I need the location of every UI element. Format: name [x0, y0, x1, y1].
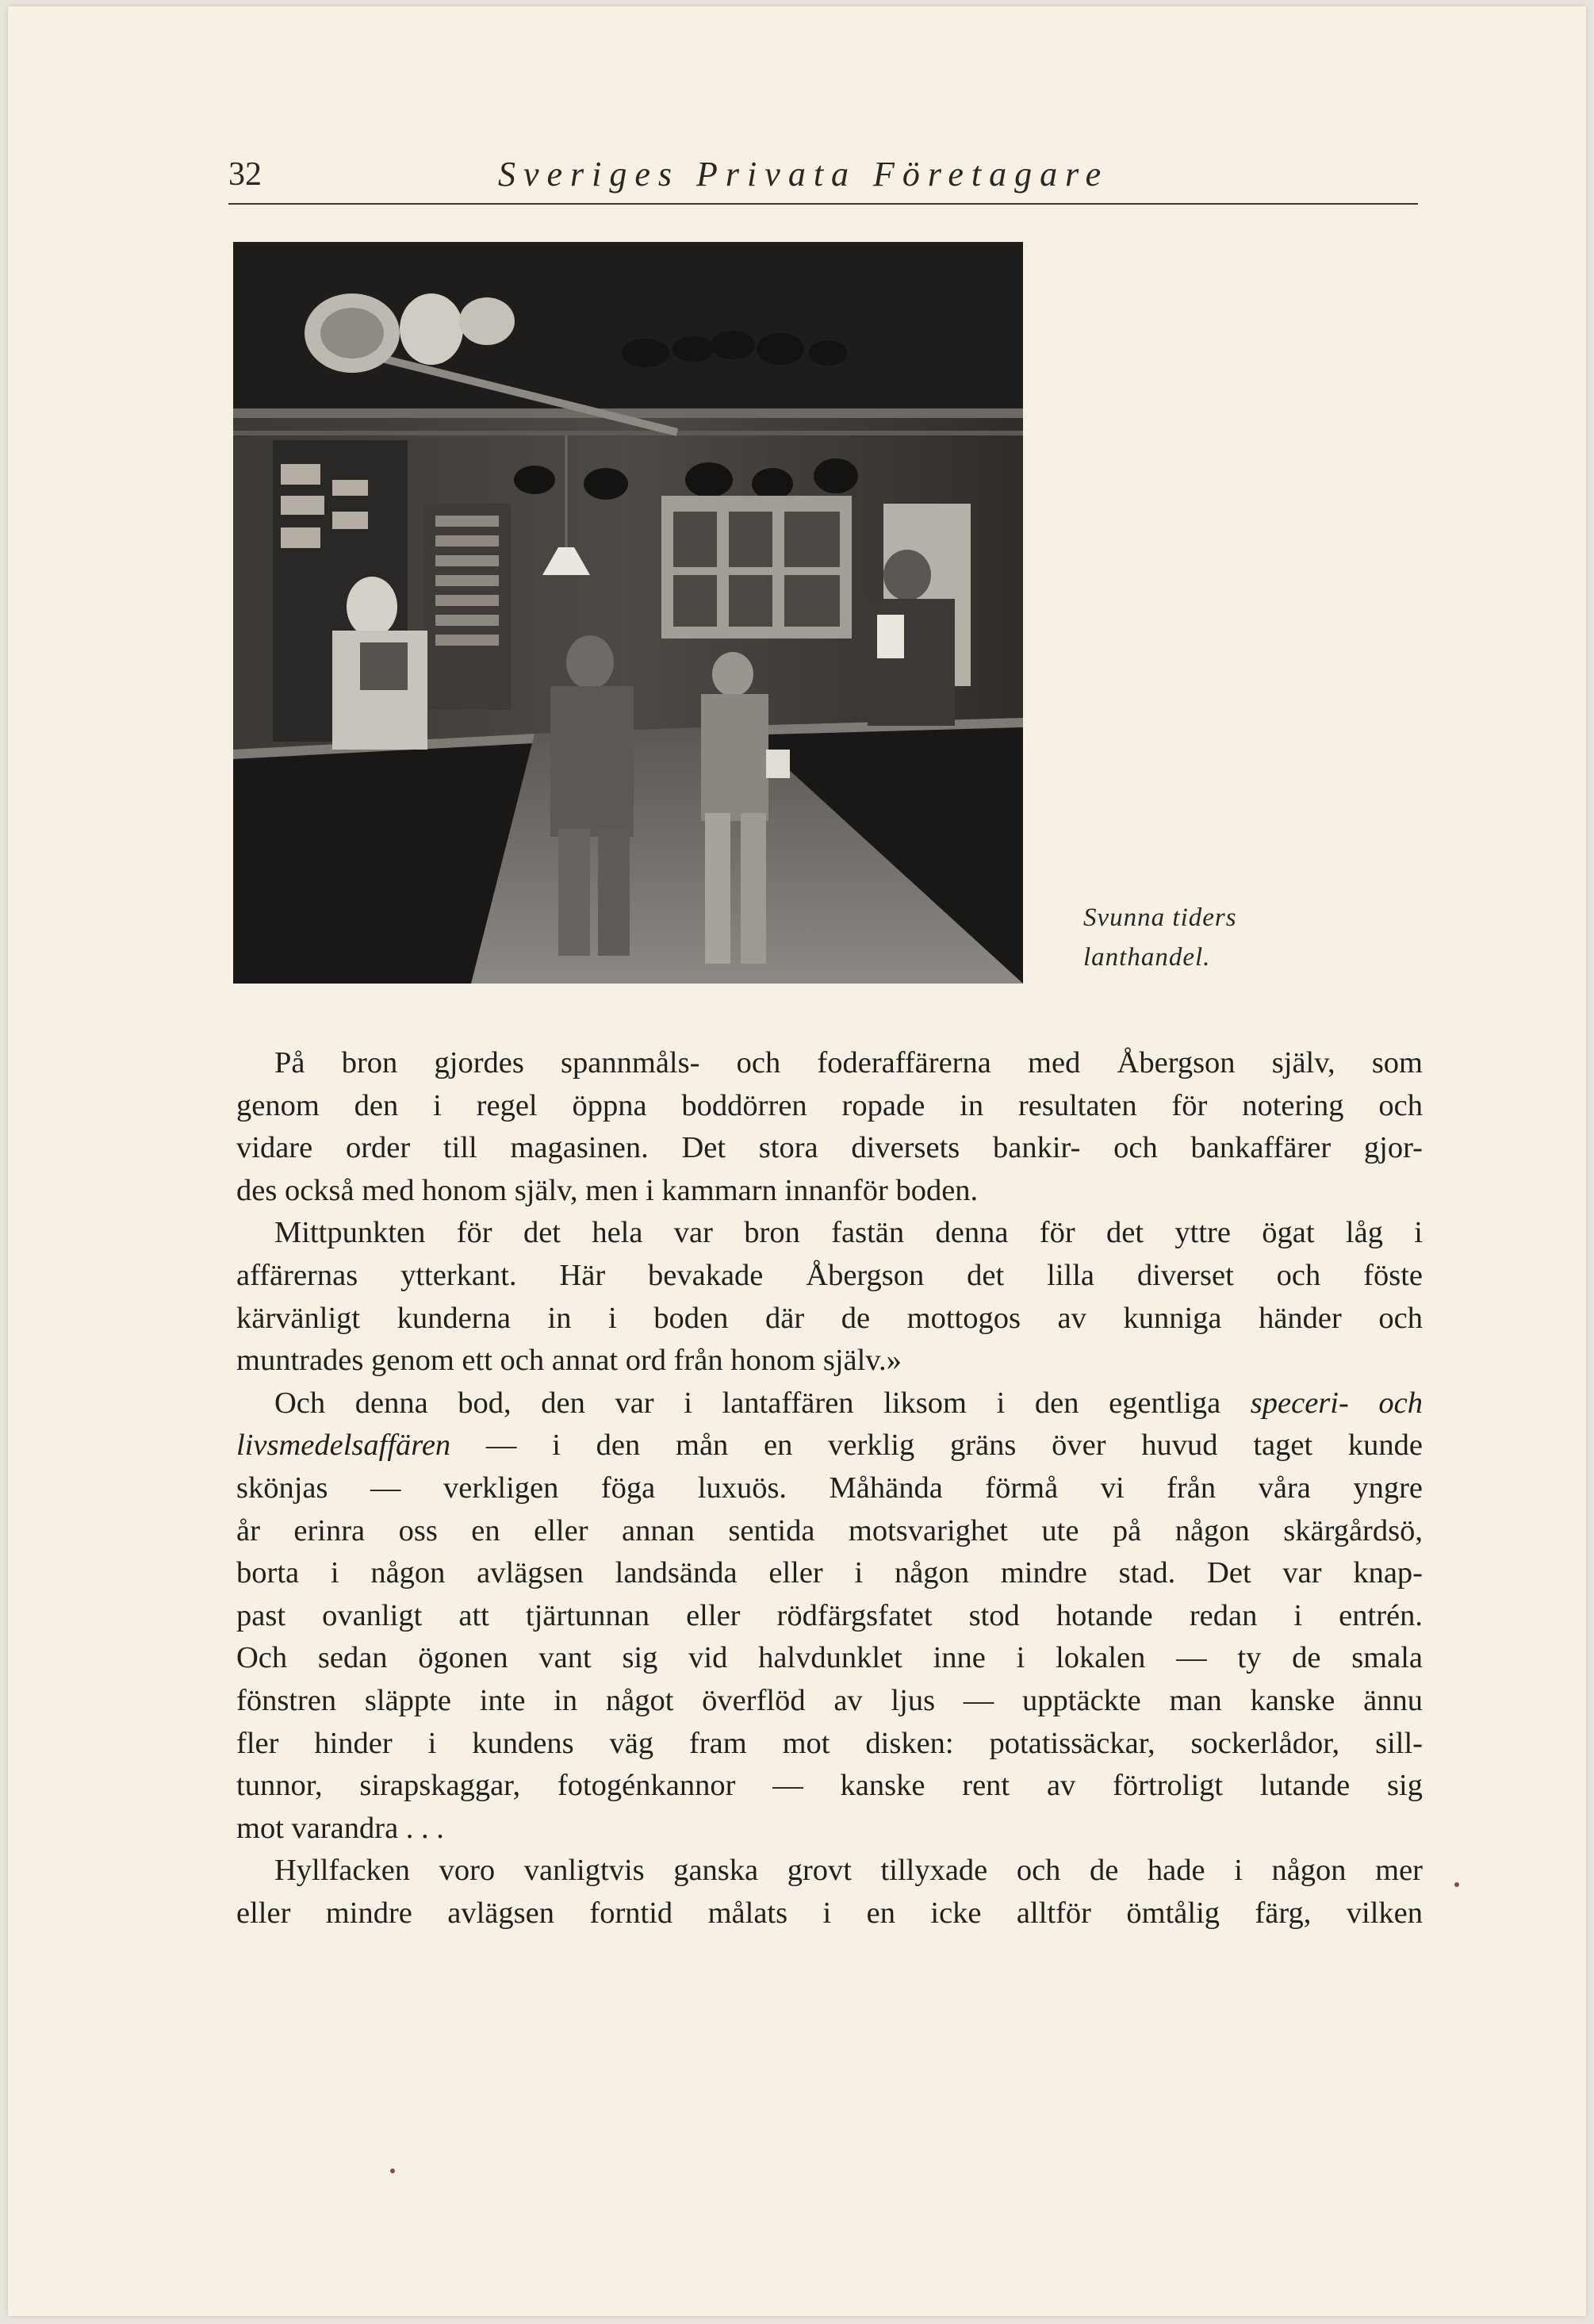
- text-line: tunnor, sirapskaggar, fotogénkannor — kanske rent av förtroligt lutande sig: [236, 1769, 1423, 1803]
- text-line-mixed: [236, 1383, 1423, 1425]
- figure-caption: [1083, 898, 1237, 977]
- text-line: genom den i regel öppna boddörren ropade in resultaten för notering och: [236, 1088, 1423, 1122]
- running-header: [228, 155, 1418, 205]
- text-run: Och denna bod, den var i lantaffären liksom i den egentliga: [274, 1386, 1251, 1420]
- text-line: affärernas ytterkant. Här bevakade Åbergson det lilla diverset och föste: [236, 1258, 1423, 1292]
- store-interior-photo: [233, 242, 1023, 984]
- text-line: Mittpunkten för det hela var bron fastän denna för det yttre ögat låg i: [274, 1216, 1423, 1250]
- text-line: kärvänligt kunderna in i boden där de mottogos av kunniga händer och: [236, 1301, 1423, 1335]
- text-run: — i den mån en verklig gräns över huvud taget kunde: [450, 1429, 1423, 1463]
- text-line-mixed: [236, 1425, 1423, 1467]
- italic-emphasis: speceri- och: [1250, 1386, 1423, 1420]
- text-line: skönjas — verkligen föga luxuös. Måhända förmå vi från våra yngre: [236, 1471, 1423, 1505]
- paper-speck: [390, 2169, 395, 2173]
- text-line: vidare order till magasinen. Det stora diversets bankir- och bankaffärer gjor-: [236, 1131, 1423, 1165]
- text-line: des också med honom själv, men i kammarn innanför boden.: [236, 1173, 979, 1207]
- caption-line: lanthandel.: [1083, 943, 1211, 972]
- text-line: Hyllfacken voro vanligtvis ganska grovt tillyxade och de hade i någon mer: [274, 1854, 1423, 1888]
- text-line: mot varandra . . .: [236, 1811, 444, 1845]
- italic-emphasis: livsmedelsaffären: [236, 1429, 451, 1463]
- text-line: past ovanligt att tjärtunnan eller rödfärgsfatet stod hotande redan i entrén.: [236, 1598, 1423, 1632]
- photo-illustration: [233, 242, 1023, 984]
- caption-line: Svunna tiders: [1083, 903, 1237, 932]
- running-title: Sveriges Privata Företagare: [498, 155, 1109, 194]
- page-number: 32: [228, 156, 262, 193]
- text-line: Och sedan ögonen vant sig vid halvdunklet inne i lokalen — ty de smala: [236, 1641, 1423, 1675]
- paper-speck: [1454, 1882, 1459, 1887]
- article-body: [236, 1042, 1423, 1935]
- text-line: muntrades genom ett och annat ord från honom själv.»: [236, 1344, 902, 1378]
- text-line: borta i någon avlägsen landsända eller i någon mindre stad. Det var knap-: [236, 1556, 1423, 1590]
- text-line: eller mindre avlägsen forntid målats i en icke alltför ömtålig färg, vilken: [236, 1896, 1423, 1930]
- text-line: fönstren släppte inte in något överflöd av ljus — upptäckte man kanske ännu: [236, 1683, 1423, 1717]
- text-line: fler hinder i kundens väg fram mot disken: potatissäckar, sockerlådor, sill-: [236, 1726, 1423, 1760]
- text-line: På bron gjordes spannmåls- och foderaffärerna med Åbergson själv, som: [274, 1046, 1423, 1080]
- text-line: år erinra oss en eller annan sentida motsvarighet ute på någon skärgårdsö,: [236, 1513, 1423, 1547]
